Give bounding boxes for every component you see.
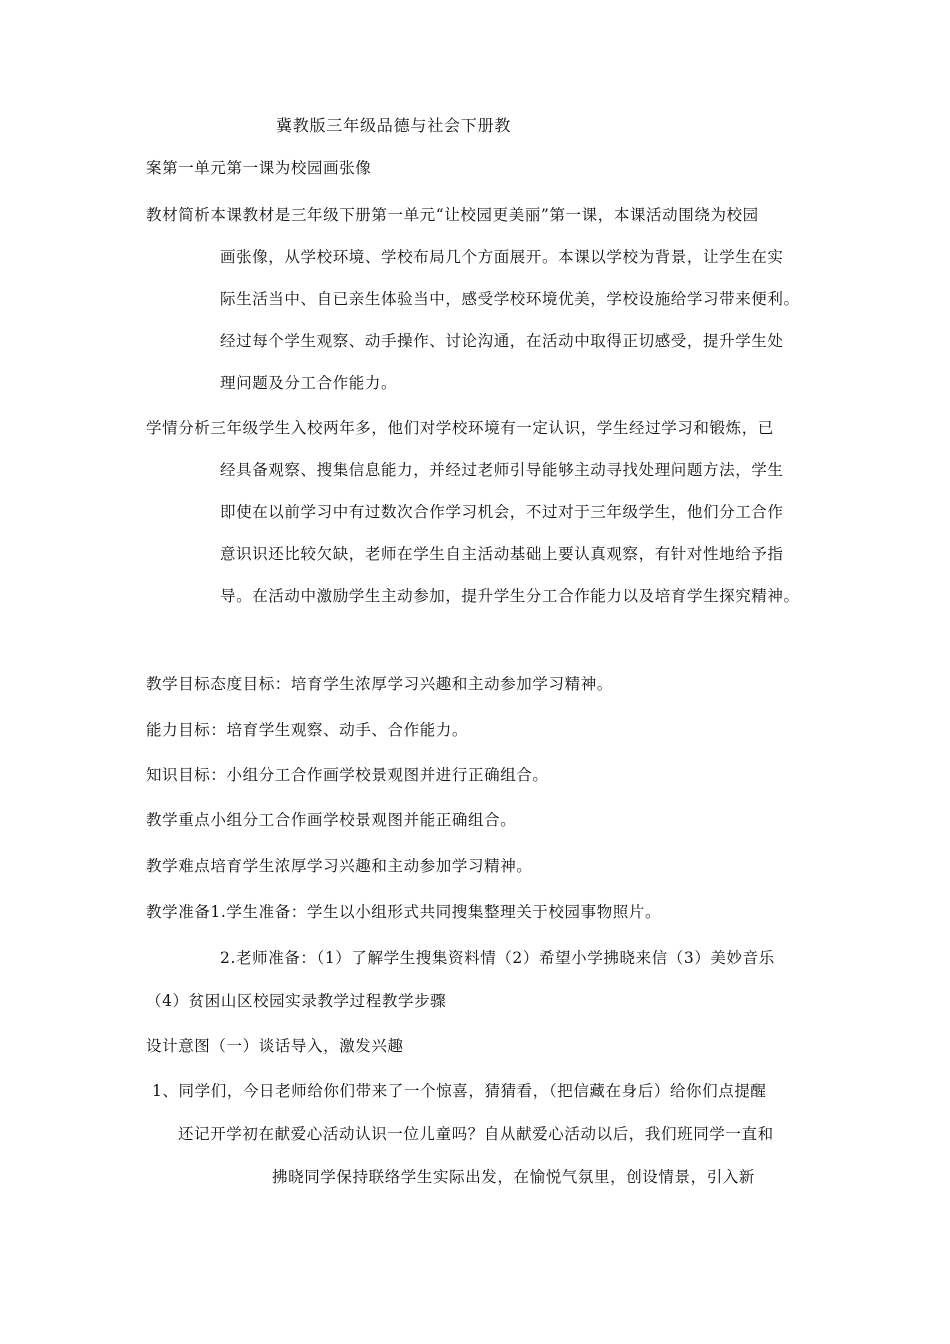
teaching-key-point: 教学重点小组分工合作画学校景观图并能正确组合。 <box>146 811 517 829</box>
material-analysis-line-2: 画张像，从学校环境、学校布局几个方面展开。本课以学校为背景，让学生在实 <box>220 248 784 266</box>
teaching-difficulty: 教学难点培育学生浓厚学习兴趣和主动参加学习精神。 <box>146 857 533 875</box>
goal-ability: 能力目标：培育学生观察、动手、合作能力。 <box>146 721 469 739</box>
goal-attitude: 教学目标态度目标：培育学生浓厚学习兴趣和主动参加学习精神。 <box>146 675 613 693</box>
document-title: 冀教版三年级品德与社会下册教 <box>276 116 512 135</box>
document-subtitle: 案第一单元第一课为校园画张像 <box>146 159 372 177</box>
step1-line-3: 拂晓同学保持联络学生实际出发，在愉悦气氛里，创设情景，引入新 <box>272 1168 756 1186</box>
goal-knowledge: 知识目标：小组分工合作画学校景观图并进行正确组合。 <box>146 766 549 784</box>
material-analysis-line-3: 际生活当中、自已亲生体验当中，感受学校环境优美，学校设施给学习带来便利。 <box>220 290 800 308</box>
student-analysis-line-3: 即使在以前学习中有过数次合作学习机会，不过对于三年级学生，他们分工合作 <box>220 503 784 521</box>
material-analysis-line-4: 经过每个学生观察、动手操作、讨论沟通，在活动中取得正切感受，提升学生处 <box>220 332 784 350</box>
student-analysis-line-4: 意识识还比较欠缺，老师在学生自主活动基础上要认真观察，有针对性地给予指 <box>220 545 784 563</box>
student-analysis-line-5: 导。在活动中激励学生主动参加，提升学生分工合作能力以及培育学生探究精神。 <box>220 587 800 605</box>
student-analysis-line-2: 经具备观察、搜集信息能力，并经过老师引导能够主动寻找处理问题方法，学生 <box>220 461 784 479</box>
step1-line-1: 1、同学们，今日老师给你们带来了一个惊喜，猜猜看，（把信藏在身后）给你们点提醒 <box>152 1082 767 1100</box>
material-analysis-line-1: 教材简析本课教材是三年级下册第一单元“让校园更美丽”第一课，本课活动围绕为校园 <box>146 206 759 224</box>
preparation-teacher: 2.老师准备：（1）了解学生搜集资料情（2）希望小学拂晓来信（3）美妙音乐 <box>220 949 775 967</box>
preparation-student: 教学准备1.学生准备：学生以小组形式共同搜集整理关于校园事物照片。 <box>146 903 662 921</box>
design-intent: 设计意图（一）谈话导入，激发兴趣 <box>146 1037 404 1055</box>
material-analysis-line-5: 理问题及分工合作能力。 <box>220 374 398 392</box>
student-analysis-line-1: 学情分析三年级学生入校两年多，他们对学校环境有一定认识，学生经过学习和锻炼，已 <box>146 419 774 437</box>
step1-line-2: 还记开学初在献爱心活动认识一位儿童吗？自从献爱心活动以后，我们班同学一直和 <box>178 1125 774 1143</box>
preparation-teacher-continued: （4）贫困山区校园实录教学过程教学步骤 <box>146 992 447 1010</box>
